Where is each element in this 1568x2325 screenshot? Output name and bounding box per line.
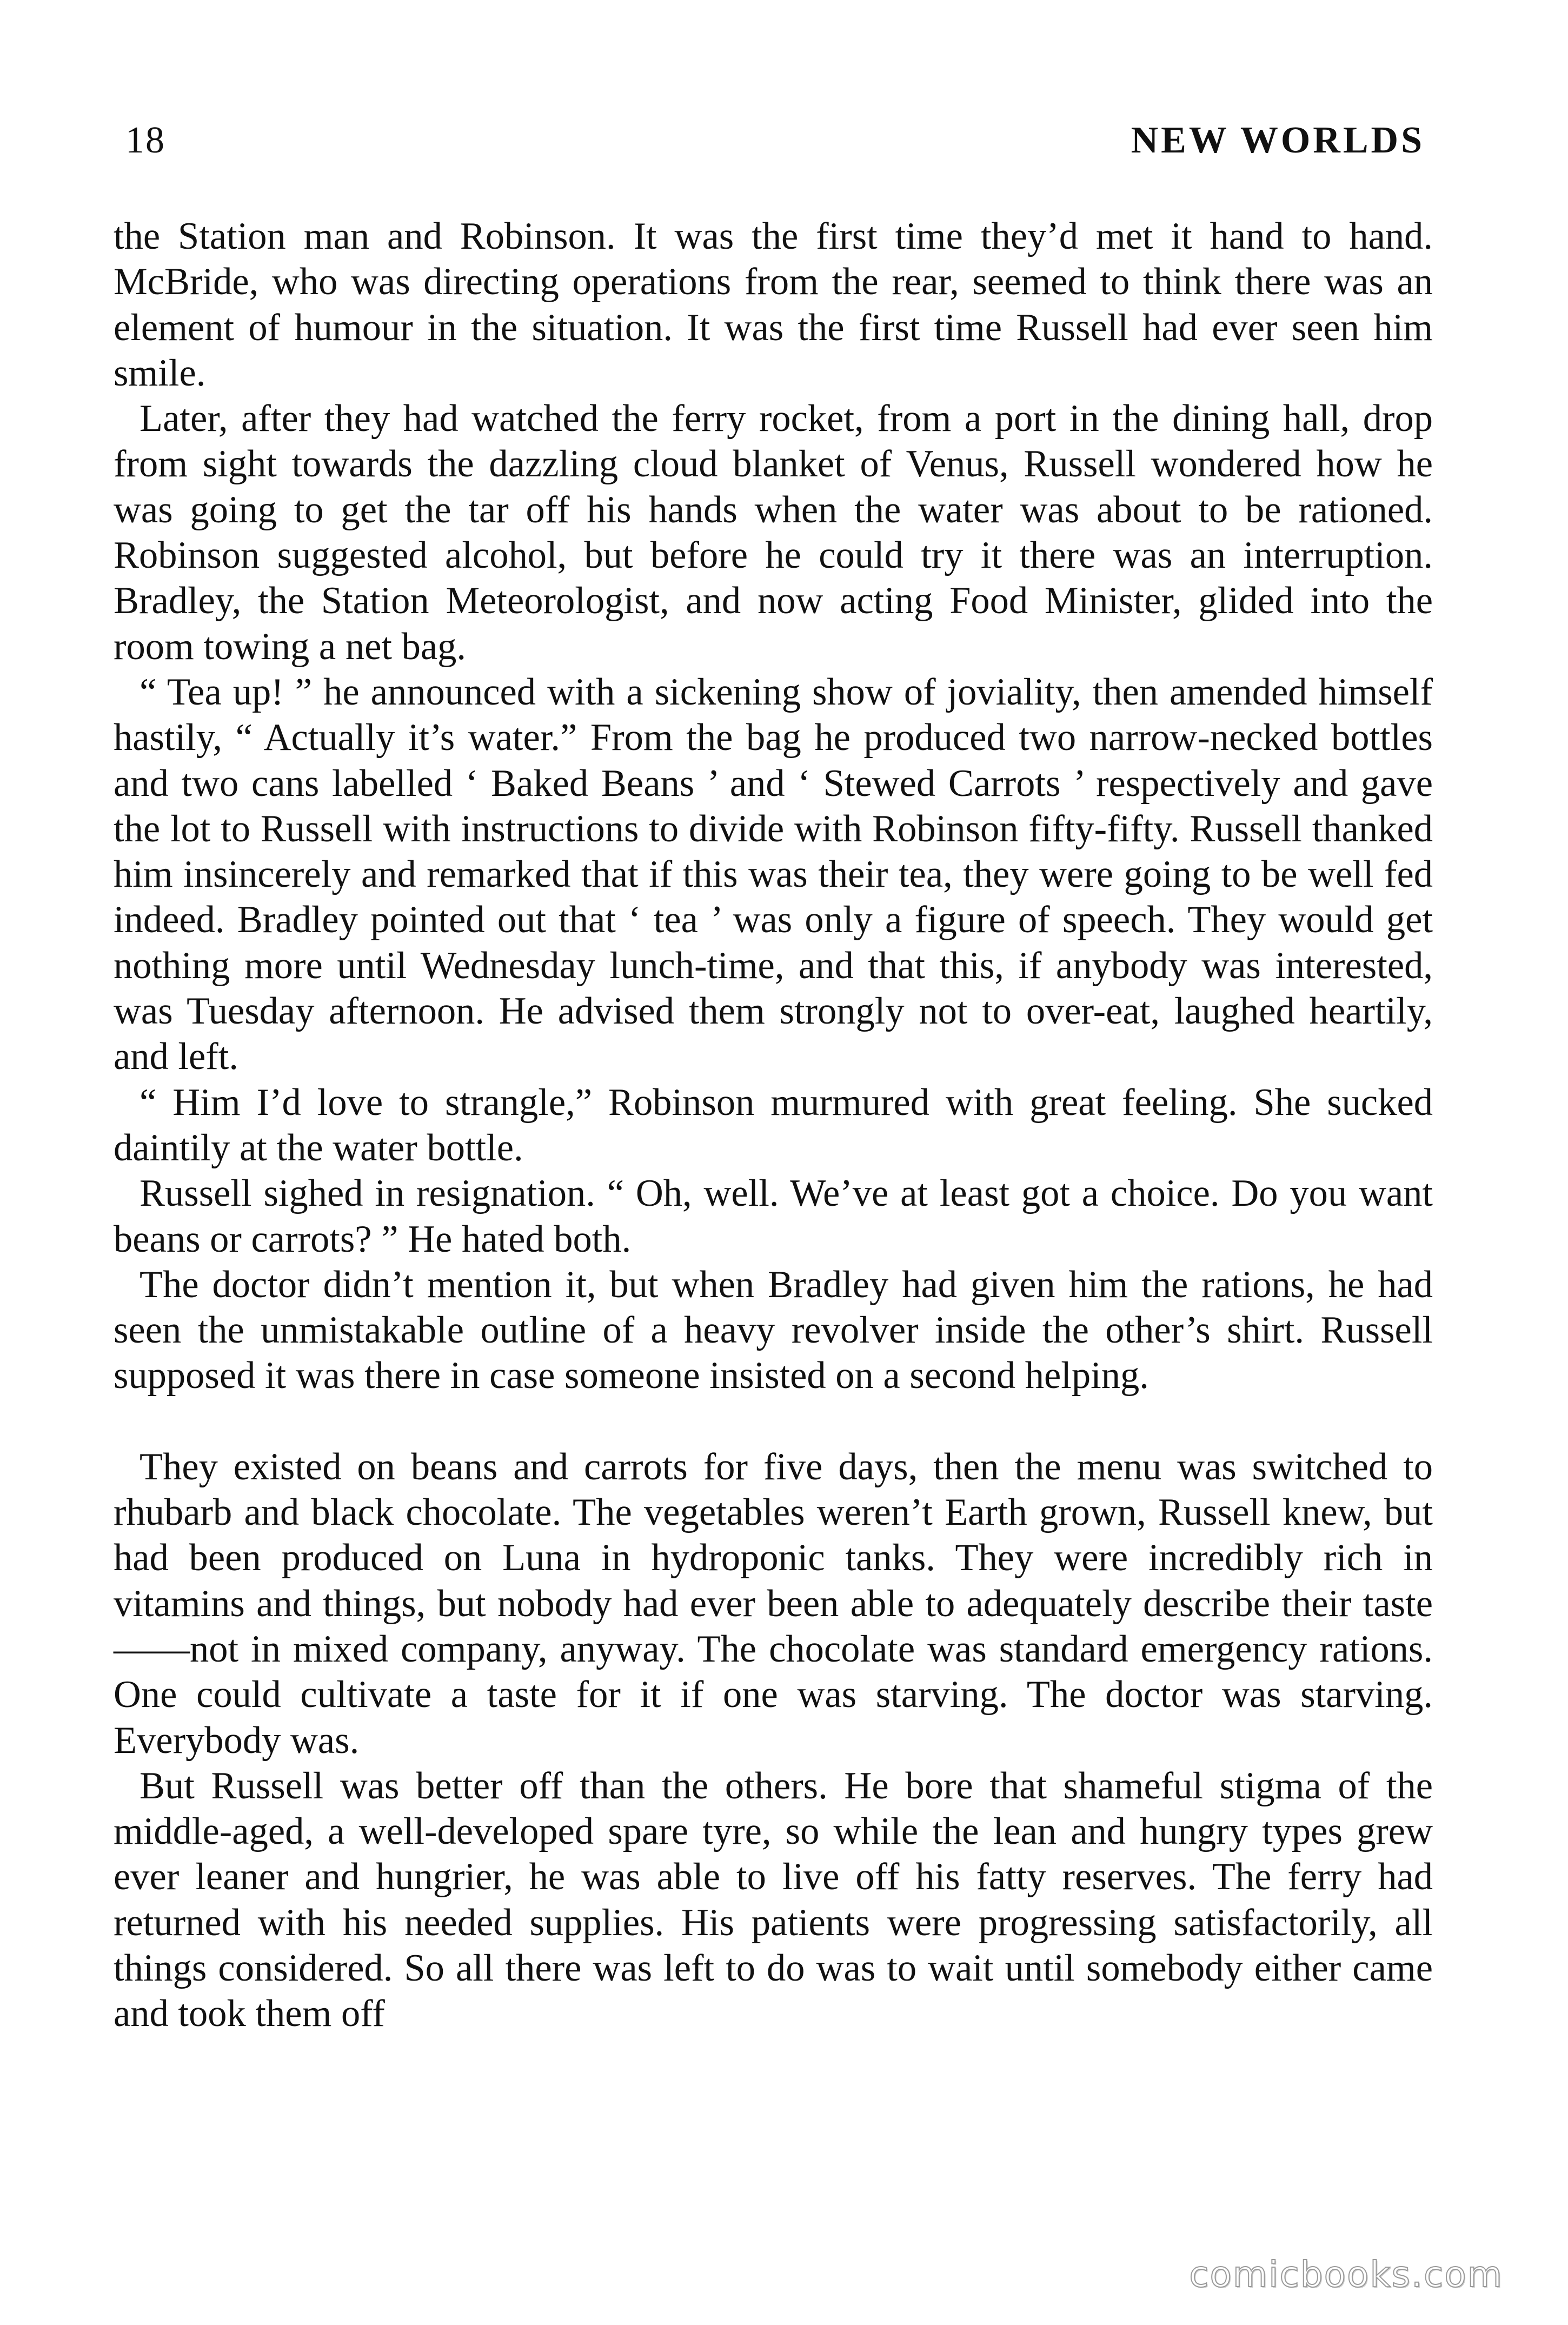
paragraph: “ Him I’d love to strangle,” Robinson murmured with great feeling. She sucked daintily at the water bottle.: [114, 1081, 1433, 1169]
paragraph: They existed on beans and carrots for five days, then the menu was switched to rhubarb and black chocolate. The vegetables weren’t Earth grown, Russell knew, but had been produced on Luna in hydroponic tanks. They were incredibly rich in vitamins and things, but nobody had ever been able to adequately describe their taste——not in mixed company, anyway. The chocolate was standard emergency rations. One could cultivate a taste for it if one was starving. The doctor was starving. Everybody was.: [114, 1445, 1433, 1762]
paragraph: Russell sighed in resignation. “ Oh, well. We’ve at least got a choice. Do you want beans or carrots? ” He hated both.: [114, 1172, 1433, 1260]
site-watermark: comicbooks.com: [1189, 2254, 1503, 2295]
body-text: [114, 214, 1433, 2037]
paragraph: “ Tea up! ” he announced with a sickening show of joviality, then amended himself hastily, “ Actually it’s water.” From the bag he produced two narrow-necked bottles and two cans labelled ‘ Baked Beans ’ and ‘ Stewed Carrots ’ respectively and gave the lot to Russell with instructions to divide with Robinson fifty-fifty. Russell thanked him insincerely and remarked that if this was their tea, they were going to be well fed indeed. Bradley pointed out that ‘ tea ’ was only a figure of speech. They would get nothing more until Wednesday lunch-time, and that this, if anybody was interested, was Tuesday afternoon. He advised them strongly not to over-eat, laughed heartily, and left.: [114, 670, 1433, 1078]
page-header: [125, 119, 1425, 173]
paragraph: The doctor didn’t mention it, but when Bradley had given him the rations, he had seen the unmistakable outline of a heavy revolver inside the other’s shirt. Russell supposed it was there in case someone insisted on a second helping.: [114, 1263, 1433, 1397]
paragraph: the Station man and Robinson. It was the first time they’d met it hand to hand. McBride, who was directing operations from the rear, seemed to think there was an element of humour in the situation. It was the first time Russell had ever seen him smile.: [114, 215, 1433, 394]
paragraph: Later, after they had watched the ferry rocket, from a port in the dining hall, drop from sight towards the dazzling cloud blanket of Venus, Russell wondered how he was going to get the tar off his hands when the water was about to be rationed. Robinson suggested alcohol, but before he could try it there was an interruption. Bradley, the Station Meteorologist, and now acting Food Minister, glided into the room towing a net bag.: [114, 397, 1433, 668]
section-break: [114, 1399, 1433, 1444]
paragraph: But Russell was better off than the others. He bore that shameful stigma of the middle-aged, a well-developed spare tyre, so while the lean and hungry types grew ever leaner and hungrier, he was able to live off his fatty reserves. The ferry had returned with his needed supplies. His patients were progressing satisfactorily, all things considered. So all there was left to do was to wait until somebody either came and took them off: [114, 1764, 1433, 2035]
page-number: 18: [125, 119, 165, 161]
running-head: NEW WORLDS: [1131, 119, 1425, 161]
